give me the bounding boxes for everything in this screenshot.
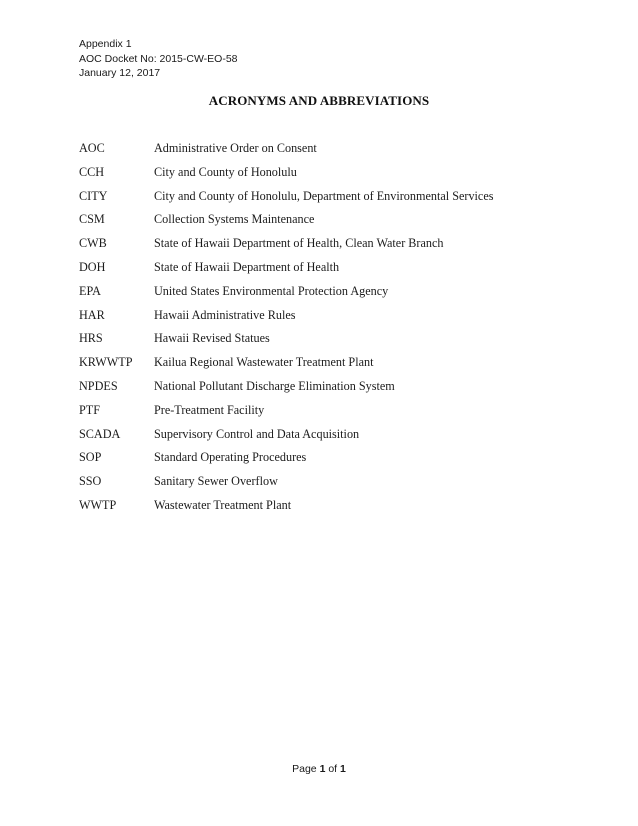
acronym-abbreviation: AOC [79, 141, 105, 155]
acronym-definition: State of Hawaii Department of Health, Clean Water Branch [154, 236, 444, 251]
acronym-abbreviation: SOP [79, 450, 102, 465]
page-footer [0, 763, 638, 775]
acronym-row [79, 284, 599, 308]
acronym-definition: Supervisory Control and Data Acquisition [154, 426, 360, 441]
acronym-definition: Pre-Treatment Facility [154, 402, 265, 417]
of-word: of [328, 763, 338, 775]
page-word: Page [292, 763, 317, 775]
acronym-abbreviation: CSM [79, 212, 105, 227]
acronym-definition: Standard Operating Procedures [154, 450, 307, 465]
acronym-row [79, 474, 599, 498]
page-number: 1 [319, 763, 326, 775]
acronym-definition: City and County of Honolulu [154, 164, 297, 179]
acronym-definition: Hawaii Revised Statues [154, 331, 270, 346]
acronym-row [79, 236, 599, 260]
acronym-definition: Sanitary Sewer Overflow [154, 474, 278, 489]
acronym-row [79, 260, 599, 284]
acronym-abbreviation: EPA [79, 283, 101, 298]
acronym-definition: Wastewater Treatment Plant [154, 497, 292, 512]
acronym-abbreviation: DOH [79, 259, 106, 274]
acronym-row [79, 498, 599, 522]
document-header [79, 37, 238, 81]
acronym-abbreviation: CWB [79, 236, 107, 251]
acronym-abbreviation: PTF [79, 402, 101, 417]
acronym-table [79, 141, 599, 522]
acronym-row [79, 379, 599, 403]
acronym-abbreviation: HAR [79, 307, 105, 322]
acronym-row [79, 189, 599, 213]
appendix-label: Appendix 1 [79, 38, 132, 50]
acronym-definition: Administrative Order on Consent [154, 141, 317, 155]
acronym-row [79, 165, 599, 189]
acronym-row [79, 308, 599, 332]
acronym-definition: City and County of Honolulu, Department of Environmental Services [154, 188, 494, 203]
acronym-definition: Collection Systems Maintenance [154, 212, 315, 227]
acronym-row [79, 212, 599, 236]
acronym-definition: Hawaii Administrative Rules [154, 307, 296, 322]
acronym-definition: National Pollutant Discharge Elimination System [154, 378, 395, 393]
acronym-row [79, 403, 599, 427]
acronym-abbreviation: CITY [79, 188, 108, 203]
acronym-definition: State of Hawaii Department of Health [154, 259, 340, 274]
acronym-abbreviation: KRWWTP [79, 355, 133, 370]
acronym-definition: United States Environmental Protection Agency [154, 283, 389, 298]
acronym-row [79, 450, 599, 474]
acronym-row [79, 331, 599, 355]
acronym-abbreviation: HRS [79, 331, 103, 346]
acronym-row [79, 141, 599, 165]
docket-number: AOC Docket No: 2015-CW-EO-58 [79, 52, 238, 65]
acronym-abbreviation: SCADA [79, 426, 121, 441]
acronym-abbreviation: WWTP [79, 497, 117, 512]
acronym-definition: Kailua Regional Wastewater Treatment Plant [154, 355, 374, 370]
page-title: ACRONYMS AND ABBREVIATIONS [208, 93, 430, 108]
acronym-row [79, 427, 599, 451]
acronym-abbreviation: SSO [79, 474, 102, 489]
page-total: 1 [340, 763, 346, 775]
acronym-abbreviation: NPDES [79, 378, 118, 393]
acronym-abbreviation: CCH [79, 164, 105, 179]
document-date: January 12, 2017 [79, 67, 161, 79]
acronym-row [79, 355, 599, 379]
